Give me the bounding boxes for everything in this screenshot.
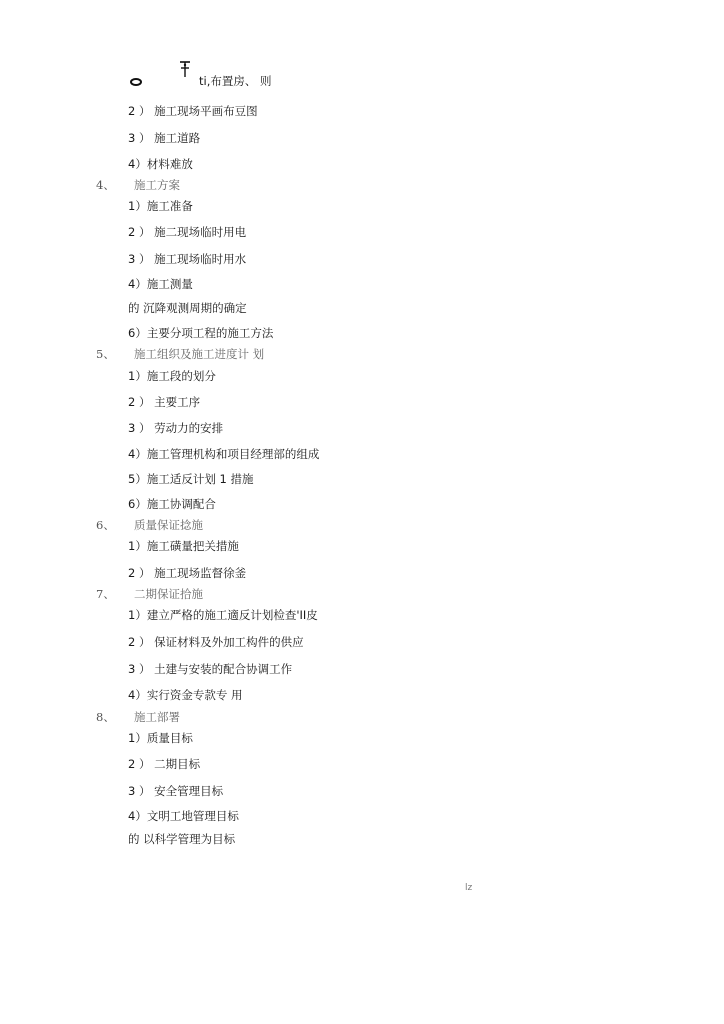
circle-icon [130,78,142,86]
section-number: 5、 [96,347,115,361]
section-number: 8、 [96,710,115,724]
list-item: 3 ） 施工道路 [128,131,201,145]
list-item: 5）施工适反计划 1 措施 [128,472,254,486]
list-item: 的 沉降观测周期的确定 [128,301,247,315]
list-item: 1）建立严格的施工適反计划检查'II皮 [128,608,318,622]
list-item: 2 ） 保证材料及外加工构件的供应 [128,635,304,649]
section-title: 施工部署 [134,710,180,724]
list-item: 2 ） 主要工序 [128,395,201,409]
page-number: lz [465,883,473,893]
marker-icon [178,60,192,78]
list-item: 1）施工准备 [128,199,193,213]
list-item: 4）材料难放 [128,157,193,171]
list-item: 3 ） 劳动力的安排 [128,421,224,435]
top-line-text: ti,布置房、 则 [199,74,272,88]
list-item: 6）主要分项工程的施工方法 [128,326,274,340]
section-number: 7、 [96,587,115,601]
section-number: 6、 [96,518,115,532]
section-title: 质量保证捻施 [134,518,203,532]
list-item: 2 ） 施工现场平画布豆图 [128,104,258,118]
section-title: 施工组织及施工进度计 划 [134,347,265,361]
list-item: 2 ） 施二现场临时用电 [128,225,247,239]
list-item: 3 ） 安全管理目标 [128,784,224,798]
list-item: 2 ） 二期目标 [128,757,201,771]
list-item: 4）文明工地管理目标 [128,809,239,823]
list-item: 1）质量目标 [128,731,193,745]
list-item: 1）施工磺量把关措施 [128,539,239,553]
section-title: 施工方案 [134,178,180,192]
list-item: 4）实行资金专款专 用 [128,688,243,702]
list-item: 1）施工段的划分 [128,369,216,383]
list-item: 4）施工管理机构和项目经理部的组成 [128,447,320,461]
list-item: 的 以科学管理为目标 [128,832,236,846]
list-item: 4）施工测量 [128,277,193,291]
section-number: 4、 [96,178,115,192]
section-title: 二期保证拾施 [134,587,203,601]
list-item: 3 ） 施工现场临时用水 [128,252,247,266]
list-item: 6）施工协调配合 [128,497,216,511]
list-item: 3 ） 土建与安装的配合协调工作 [128,662,293,676]
list-item: 2 ） 施工现场监督徐釜 [128,566,247,580]
